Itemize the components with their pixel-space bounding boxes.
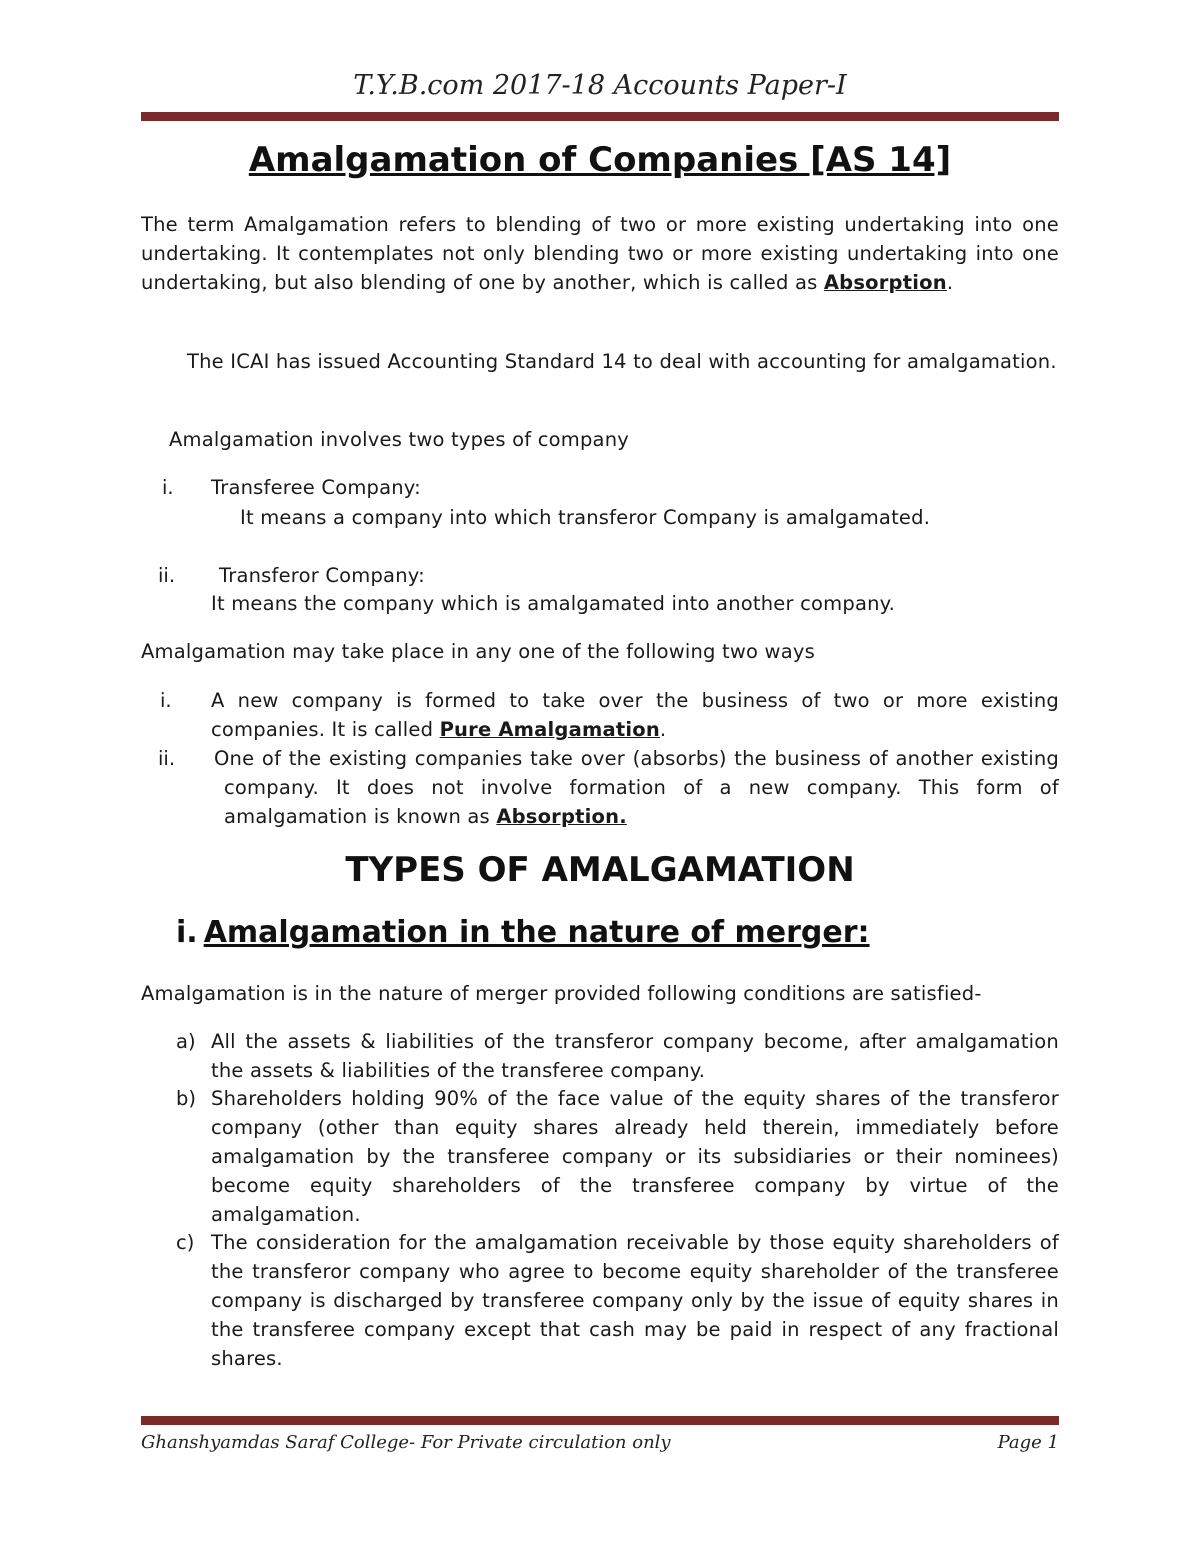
intro-paragraph (141, 210, 1059, 297)
way-text: A new company is formed to take over the business of two or more existing companies. It is called (211, 689, 1059, 741)
way-after: . (659, 718, 667, 741)
ways-intro: Amalgamation may take place in any one of the following two ways (141, 640, 815, 663)
absorption-term: Absorption. (496, 805, 627, 828)
merger-heading-marker: i. (176, 915, 198, 950)
way-text: One of the existing companies take over (absorbs) the business of another existing company. It does not involve formation of a new company. This form of amalgamation is known as (214, 747, 1059, 828)
header-divider (141, 112, 1059, 121)
way-item (211, 686, 1059, 744)
footer-divider (141, 1416, 1059, 1425)
icai-paragraph: The ICAI has issued Accounting Standard 14 to deal with accounting for amalgamation. (187, 350, 1057, 373)
footer-page-number: Page 1 (997, 1432, 1059, 1453)
pure-amalgamation-term: Pure Amalgamation (439, 718, 660, 741)
merger-heading (176, 915, 870, 950)
company-type-desc: It means the company which is amalgamated into another company. (211, 592, 896, 615)
condition-text: All the assets & liabilities of the transferor company become, after amalgamation the assets & liabilities of the transferee company. (211, 1030, 1059, 1082)
merger-intro: Amalgamation is in the nature of merger provided following conditions are satisfied- (141, 982, 982, 1005)
main-title: Amalgamation of Companies [AS 14] (248, 140, 952, 180)
way-item (214, 744, 1059, 831)
condition-marker: a) (176, 1030, 196, 1053)
footer-college: Ghanshyamdas Saraf College- For Private circulation only (141, 1432, 671, 1453)
company-type-desc: It means a company into which transferor Company is amalgamated. (240, 506, 931, 529)
types-heading: TYPES OF AMALGAMATION (345, 850, 855, 890)
condition-text: Shareholders holding 90% of the face value of the equity shares of the transferor company (other than equity shares already held therein, immediately before amalgamation by the transferee company or its subsidiaries or their nominees) become equity shareholders of the transferee company by virtue of the amalgamation. (211, 1087, 1059, 1226)
company-type-title: Transferee Company: (211, 476, 421, 499)
intro-after: . (946, 271, 954, 294)
condition-marker: c) (176, 1231, 195, 1254)
condition-text: The consideration for the amalgamation receivable by those equity shareholders of the transferor company who agree to become equity shareholder of the transferee company is discharged by transferee company only by the issue of equity shares in the transferee company except that cash may be paid in respect of any fractional shares. (211, 1231, 1059, 1370)
company-type-title: Transferor Company: (219, 564, 425, 587)
intro-text: The term Amalgamation refers to blending of two or more existing undertaking into one undertaking. It contemplates not only blending two or more existing undertaking into one undertaking, but also blending of one by another, which is called as (141, 213, 1059, 294)
involves-text: Amalgamation involves two types of company (169, 428, 629, 451)
merger-heading-text: Amalgamation in the nature of merger: (203, 915, 870, 950)
absorption-term: Absorption (823, 271, 947, 294)
condition-marker: b) (176, 1087, 196, 1110)
page-header-title: T.Y.B.com 2017-18 Accounts Paper-I (353, 70, 847, 101)
company-type-marker: ii. (158, 564, 176, 587)
company-type-marker: i. (162, 476, 174, 499)
way-marker: i. (160, 689, 172, 712)
way-marker: ii. (158, 747, 176, 770)
